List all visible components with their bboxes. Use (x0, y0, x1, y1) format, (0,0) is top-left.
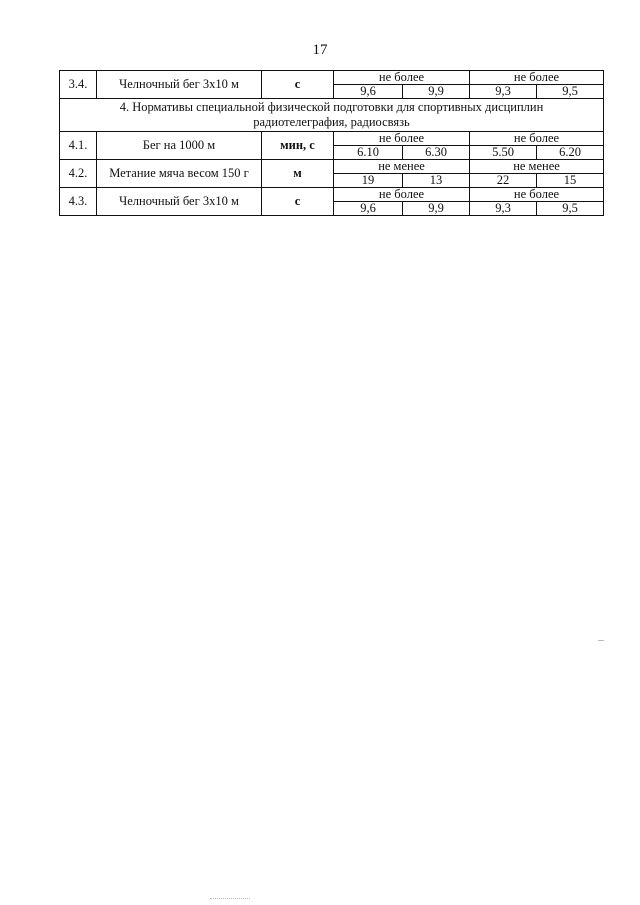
scan-mark (210, 898, 250, 899)
row-number: 4.1. (60, 132, 97, 160)
value-cell: 9,5 (537, 85, 604, 99)
value-cell: 22 (470, 174, 537, 188)
table-row (60, 188, 604, 202)
value-cell: 9,5 (537, 202, 604, 216)
value-cell: 9,9 (403, 202, 470, 216)
unit: мин, с (262, 132, 334, 160)
row-number: 4.2. (60, 160, 97, 188)
group2-header: не менее (470, 160, 604, 174)
unit: с (262, 188, 334, 216)
value-cell: 13 (403, 174, 470, 188)
group1-header: не менее (334, 160, 470, 174)
exercise-name: Челночный бег 3x10 м (97, 71, 262, 99)
section-title-line2: радиотелеграфия, радиосвязь (253, 115, 410, 129)
value-cell: 19 (334, 174, 403, 188)
group1-header: не более (334, 188, 470, 202)
value-cell: 6.20 (537, 146, 604, 160)
section-title (60, 99, 604, 132)
value-cell: 6.30 (403, 146, 470, 160)
scan-mark (598, 640, 604, 641)
unit: м (262, 160, 334, 188)
table-row (60, 132, 604, 146)
group1-header: не более (334, 71, 470, 85)
table-row (60, 160, 604, 174)
value-cell: 9,3 (470, 85, 537, 99)
norms-table (59, 70, 604, 216)
exercise-name: Бег на 1000 м (97, 132, 262, 160)
exercise-name: Челночный бег 3x10 м (97, 188, 262, 216)
group2-header: не более (470, 188, 604, 202)
group2-header: не более (470, 71, 604, 85)
row-number: 4.3. (60, 188, 97, 216)
value-cell: 9,6 (334, 85, 403, 99)
value-cell: 6.10 (334, 146, 403, 160)
table-row (60, 71, 604, 85)
exercise-name: Метание мяча весом 150 г (97, 160, 262, 188)
group1-header: не более (334, 132, 470, 146)
group2-header: не более (470, 132, 604, 146)
unit: с (262, 71, 334, 99)
value-cell: 9,6 (334, 202, 403, 216)
value-cell: 5.50 (470, 146, 537, 160)
page-number: 17 (312, 42, 328, 58)
section-title-line1: 4. Нормативы специальной физической подготовки для спортивных дисциплин (119, 100, 544, 114)
value-cell: 9,3 (470, 202, 537, 216)
section-row (60, 99, 604, 132)
value-cell: 9,9 (403, 85, 470, 99)
row-number: 3.4. (60, 71, 97, 99)
value-cell: 15 (537, 174, 604, 188)
